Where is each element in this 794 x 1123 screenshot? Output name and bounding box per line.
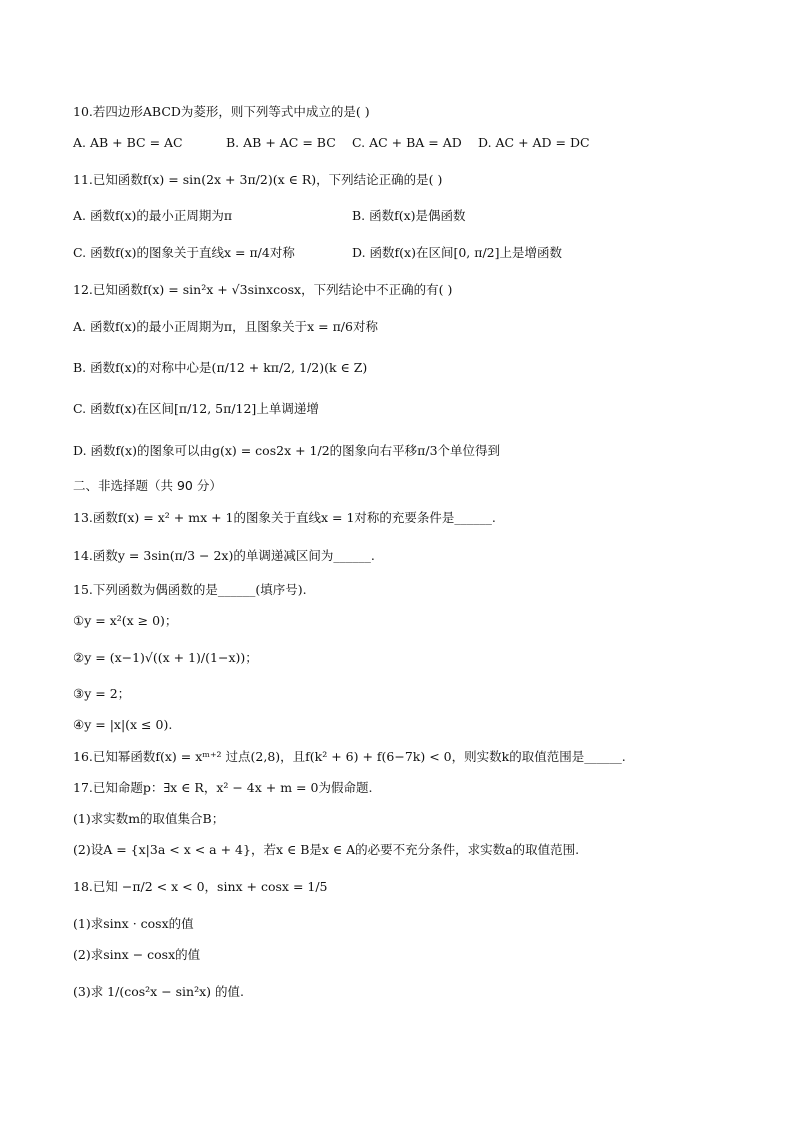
question-12-option-d: D. 函数f(x)的图象可以由g(x) = cos2x + 1/2的图象向右平移π/3个单位得到 bbox=[73, 443, 501, 458]
question-10-option-d: D. AC + AD = DC bbox=[478, 135, 590, 150]
question-11-option-c: C. 函数f(x)的图象关于直线x = π/4对称 bbox=[73, 245, 295, 260]
question-15-item-3: ③y = 2； bbox=[73, 686, 131, 701]
question-15-stem: 15.下列函数为偶函数的是______(填序号). bbox=[73, 582, 307, 597]
question-18-part-2: (2)求sinx − cosx的值 bbox=[73, 947, 201, 962]
question-18-part-3: (3)求 1/(cos²x − sin²x) 的值. bbox=[73, 984, 244, 999]
question-15-item-1: ①y = x²(x ≥ 0)； bbox=[73, 613, 178, 628]
question-10-stem: 10.若四边形ABCD为菱形，则下列等式中成立的是( ) bbox=[73, 104, 370, 119]
question-17-part-2: (2)设A = {x|3a < x < a + 4}，若x ∈ B是x ∈ A的必要不充分条件，求实数a的取值范围. bbox=[73, 842, 580, 857]
question-15-item-4: ④y = |x|(x ≤ 0). bbox=[73, 717, 173, 732]
question-13: 13.函数f(x) = x² + mx + 1的图象关于直线x = 1对称的充要条件是______. bbox=[73, 510, 496, 525]
question-12-option-c: C. 函数f(x)在区间[π/12, 5π/12]上单调递增 bbox=[73, 401, 319, 416]
question-10-option-a: A. AB + BC = AC bbox=[73, 135, 183, 150]
question-17-stem: 17.已知命题p：∃x ∈ R，x² − 4x + m = 0为假命题. bbox=[73, 780, 373, 795]
question-11-option-a: A. 函数f(x)的最小正周期为π bbox=[73, 208, 233, 223]
question-10-option-c: C. AC + BA = AD bbox=[352, 135, 462, 150]
question-11-option-b: B. 函数f(x)是偶函数 bbox=[352, 208, 466, 223]
question-12-option-a: A. 函数f(x)的最小正周期为π，且图象关于x = π/6对称 bbox=[73, 319, 378, 334]
question-15-item-2: ②y = (x−1)√((x + 1)/(1−x))； bbox=[73, 650, 258, 665]
section-heading: 二、非选择题（共 90 分） bbox=[73, 478, 222, 493]
question-11-stem: 11.已知函数f(x) = sin(2x + 3π/2)(x ∈ R)，下列结论正确的是( ) bbox=[73, 172, 443, 187]
question-12-stem: 12.已知函数f(x) = sin²x + √3sinxcosx，下列结论中不正确的有( ) bbox=[73, 282, 453, 297]
question-18-stem: 18.已知 −π/2 < x < 0，sinx + cosx = 1/5 bbox=[73, 879, 328, 894]
question-14: 14.函数y = 3sin(π/3 − 2x)的单调递减区间为______. bbox=[73, 548, 375, 563]
question-16: 16.已知幂函数f(x) = xᵐ⁺² 过点(2,8)，且f(k² + 6) + f(6−7k) < 0，则实数k的取值范围是______. bbox=[73, 749, 626, 764]
question-10-option-b: B. AB + AC = BC bbox=[226, 135, 336, 150]
question-12-option-b: B. 函数f(x)的对称中心是(π/12 + kπ/2, 1/2)(k ∈ Z) bbox=[73, 360, 368, 375]
question-17-part-1: (1)求实数m的取值集合B； bbox=[73, 811, 225, 826]
question-18-part-1: (1)求sinx · cosx的值 bbox=[73, 916, 194, 931]
question-11-option-d: D. 函数f(x)在区间[0, π/2]上是增函数 bbox=[352, 245, 562, 260]
